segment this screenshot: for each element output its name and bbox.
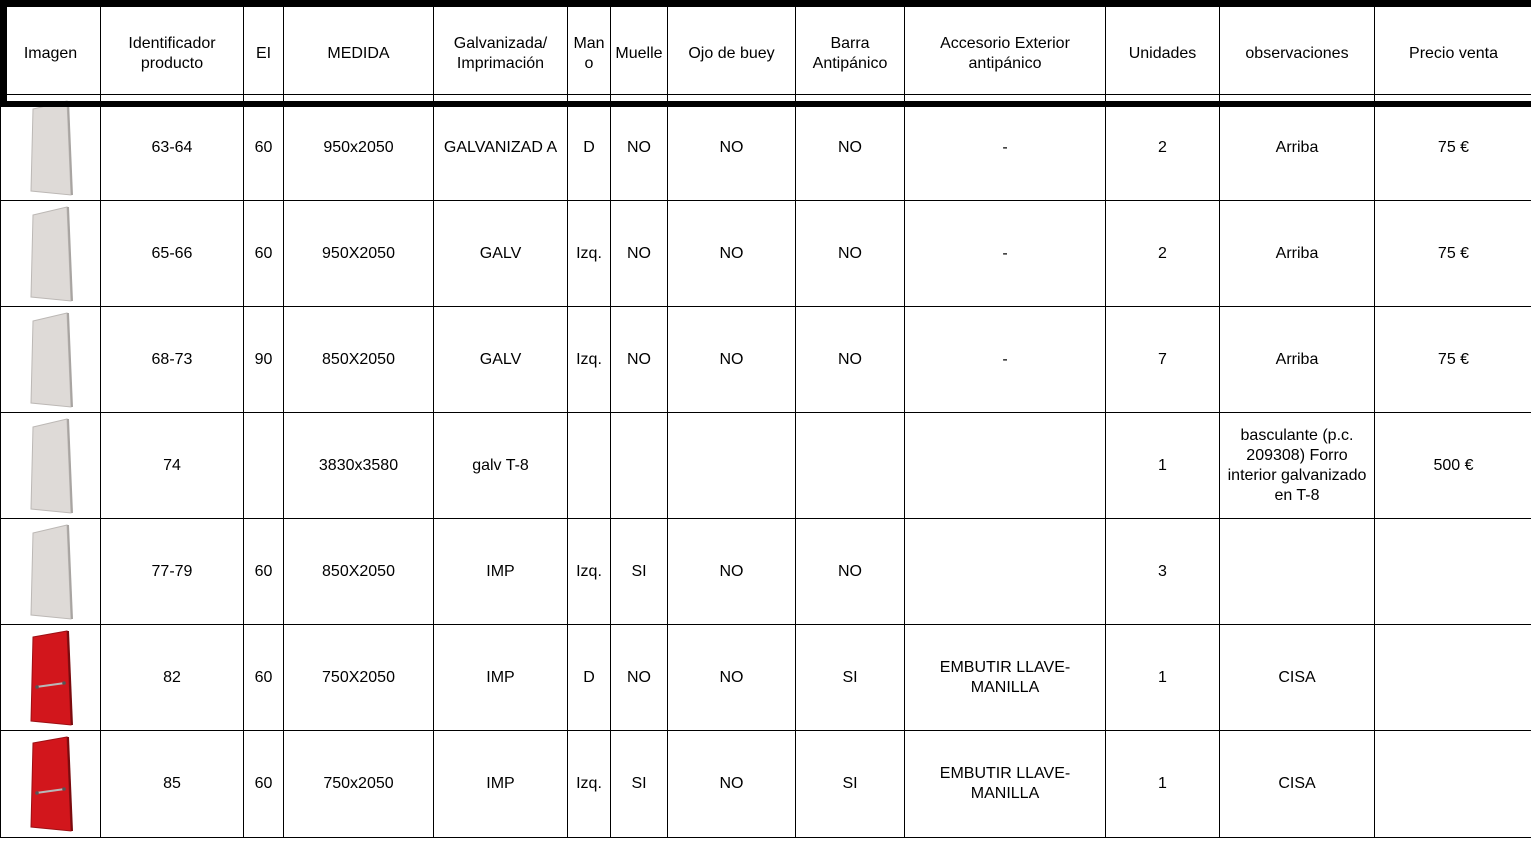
medida-value: 3830x3580 [284,413,434,519]
medida-value: 950x2050 [284,95,434,201]
observaciones-value: Arriba [1220,95,1375,201]
ojo-value: NO [668,519,796,625]
image-cell [1,731,101,838]
acabado-value: galv T-8 [434,413,568,519]
accesorio-value: EMBUTIR LLAVE-MANILLA [905,731,1106,838]
precio-value [1375,519,1531,625]
door-grey-icon [27,523,75,621]
image-cell [1,625,101,731]
barra-value: NO [796,201,905,307]
header-muelle: Muelle [611,1,668,95]
unidades-value: 2 [1106,95,1220,201]
ei-value: 60 [244,625,284,731]
header-galvanizada: Galvanizada/ Imprimación [434,1,568,95]
observaciones-value: CISA [1220,625,1375,731]
header-mano: Man o [568,1,611,95]
ei-value: 60 [244,731,284,838]
muelle-value [611,413,668,519]
observaciones-value: basculante (p.c. 209308) Forro interior galvanizado en T-8 [1220,413,1375,519]
ojo-value [668,413,796,519]
ei-value: 60 [244,201,284,307]
product-id: 63-64 [101,95,244,201]
medida-value: 750x2050 [284,731,434,838]
door-grey-icon [27,205,75,303]
table-row [1,625,1531,731]
header-frame [0,0,1531,107]
mano-value: Izq. [568,519,611,625]
ei-value: 90 [244,307,284,413]
acabado-value: GALV [434,201,568,307]
ei-value: 60 [244,95,284,201]
muelle-value: NO [611,625,668,731]
observaciones-value: CISA [1220,731,1375,838]
image-cell [1,201,101,307]
product-id: 77-79 [101,519,244,625]
image-cell [1,95,101,201]
accesorio-value: - [905,307,1106,413]
image-cell [1,307,101,413]
mano-value: Izq. [568,731,611,838]
mano-value: Izq. [568,201,611,307]
header-precio: Precio venta [1375,1,1531,95]
precio-value: 75 € [1375,201,1531,307]
table-row [1,307,1531,413]
accesorio-value [905,413,1106,519]
observaciones-value: Arriba [1220,201,1375,307]
header-ei: EI [244,1,284,95]
ei-value: 60 [244,519,284,625]
barra-value: NO [796,307,905,413]
medida-value: 950X2050 [284,201,434,307]
door-grey-icon [27,311,75,409]
door-grey-icon [27,99,75,197]
muelle-value: NO [611,201,668,307]
ojo-value: NO [668,625,796,731]
ojo-value: NO [668,95,796,201]
barra-value: NO [796,519,905,625]
header-medida: MEDIDA [284,1,434,95]
ei-value [244,413,284,519]
ojo-value: NO [668,307,796,413]
ojo-value: NO [668,731,796,838]
barra-value [796,413,905,519]
unidades-value: 2 [1106,201,1220,307]
table-row [1,95,1531,201]
medida-value: 750X2050 [284,625,434,731]
image-cell [1,413,101,519]
precio-value [1375,625,1531,731]
product-id: 85 [101,731,244,838]
header-identificador: Identificador producto [101,1,244,95]
table-row [1,731,1531,838]
precio-value: 75 € [1375,95,1531,201]
accesorio-value: - [905,95,1106,201]
table-row [1,519,1531,625]
acabado-value: GALVANIZAD A [434,95,568,201]
unidades-value: 1 [1106,413,1220,519]
accesorio-value: EMBUTIR LLAVE-MANILLA [905,625,1106,731]
muelle-value: SI [611,519,668,625]
acabado-value: IMP [434,731,568,838]
mano-value: D [568,625,611,731]
precio-value: 75 € [1375,307,1531,413]
header-unidades: Unidades [1106,1,1220,95]
medida-value: 850X2050 [284,519,434,625]
muelle-value: SI [611,731,668,838]
ojo-value: NO [668,201,796,307]
unidades-value: 3 [1106,519,1220,625]
header-accesorio: Accesorio Exterior antipánico [905,1,1106,95]
muelle-value: NO [611,307,668,413]
header-barra: Barra Antipánico [796,1,905,95]
product-id: 68-73 [101,307,244,413]
acabado-value: GALV [434,307,568,413]
accesorio-value: - [905,201,1106,307]
barra-value: NO [796,95,905,201]
barra-value: SI [796,731,905,838]
unidades-value: 1 [1106,625,1220,731]
observaciones-value: Arriba [1220,307,1375,413]
unidades-value: 7 [1106,307,1220,413]
mano-value: D [568,95,611,201]
table-row [1,413,1531,519]
door-red-icon [27,735,75,833]
header-observaciones: observaciones [1220,1,1375,95]
observaciones-value [1220,519,1375,625]
door-red-icon [27,629,75,727]
unidades-value: 1 [1106,731,1220,838]
image-cell [1,519,101,625]
barra-value: SI [796,625,905,731]
table-row [1,201,1531,307]
mano-value [568,413,611,519]
medida-value: 850X2050 [284,307,434,413]
acabado-value: IMP [434,519,568,625]
door-grey-icon [27,417,75,515]
precio-value: 500 € [1375,413,1531,519]
product-id: 74 [101,413,244,519]
header-imagen: Imagen [1,1,101,95]
muelle-value: NO [611,95,668,201]
acabado-value: IMP [434,625,568,731]
accesorio-value [905,519,1106,625]
mano-value: Izq. [568,307,611,413]
precio-value [1375,731,1531,838]
header-ojo-buey: Ojo de buey [668,1,796,95]
product-id: 82 [101,625,244,731]
product-id: 65-66 [101,201,244,307]
